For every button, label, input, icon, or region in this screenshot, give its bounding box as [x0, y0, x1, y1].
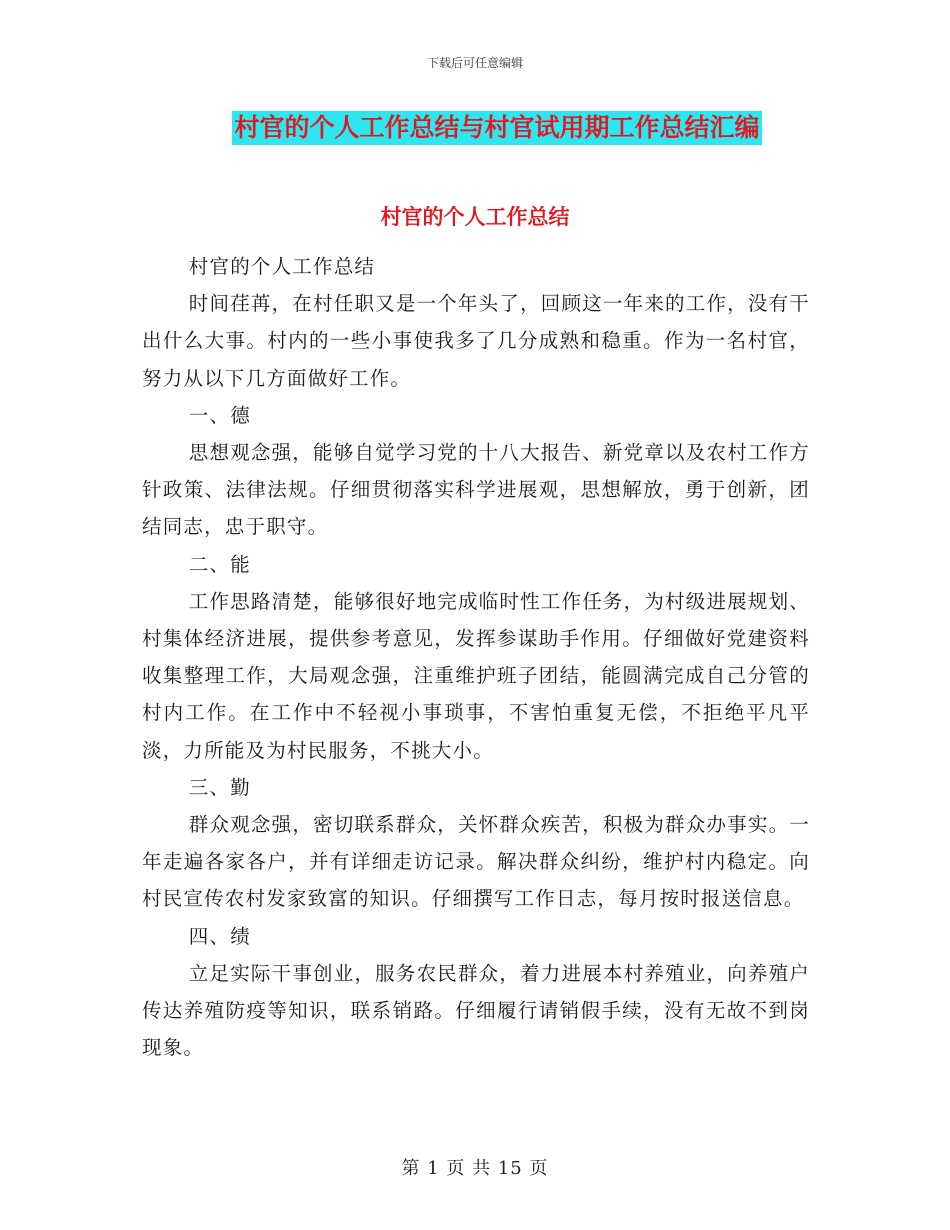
document-title: 村官的个人工作总结与村官试用期工作总结汇编: [232, 111, 761, 145]
document-body: [142, 248, 810, 1066]
header-note: 下载后可任意编辑: [426, 56, 523, 70]
document-title-wrap: [0, 111, 950, 145]
section-title: 村官的个人工作总结: [380, 205, 570, 229]
page-number-footer: 第 1 页 共 15 页: [401, 1158, 549, 1179]
paragraph: 时间荏苒，在村任职又是一个年头了，回顾这一年来的工作，没有干出什么大事。村内的一些小事使我多了几分成熟和稳重。作为一名村官，努力从以下几方面做好工作。: [142, 292, 810, 390]
paragraph-heading: 一、德: [188, 403, 251, 427]
paragraph-heading: 二、能: [188, 552, 251, 576]
paragraph: 村官的个人工作总结: [188, 255, 376, 278]
paragraph: 立足实际干事创业，服务农民群众，着力进展本村养殖业，向养殖户传达养殖防疫等知识，联系销路。仔细履行请销假手续，没有无故不到岗现象。: [142, 961, 810, 1060]
paragraph-heading: 四、绩: [188, 924, 251, 948]
paragraph: 思想观念强，能够自觉学习党的十八大报告、新党章以及农村工作方针政策、法律法规。仔细贯彻落实科学进展观，思想解放，勇于创新，团结同志，忠于职守。: [142, 441, 810, 539]
paragraph: 工作思路清楚，能够很好地完成临时性工作任务，为村级进展规划、村集体经济进展，提供参考意见，发挥参谋助手作用。仔细做好党建资料收集整理工作，大局观念强，注重维护班子团结，能圆满完成自己分管的村内工作。在工作中不轻视小事琐事，不害怕重复无偿，不拒绝平凡平淡，力所能及为村民服务，不挑大小。: [142, 589, 810, 762]
paragraph: 群众观念强，密切联系群众，关怀群众疾苦，积极为群众办事实。一年走遍各家各户，并有详细走访记录。解决群众纠纷，维护村内稳定。向村民宣传农村发家致富的知识。仔细撰写工作日志，每月按时报送信息。: [142, 813, 810, 911]
paragraph-heading: 三、勤: [188, 775, 251, 799]
